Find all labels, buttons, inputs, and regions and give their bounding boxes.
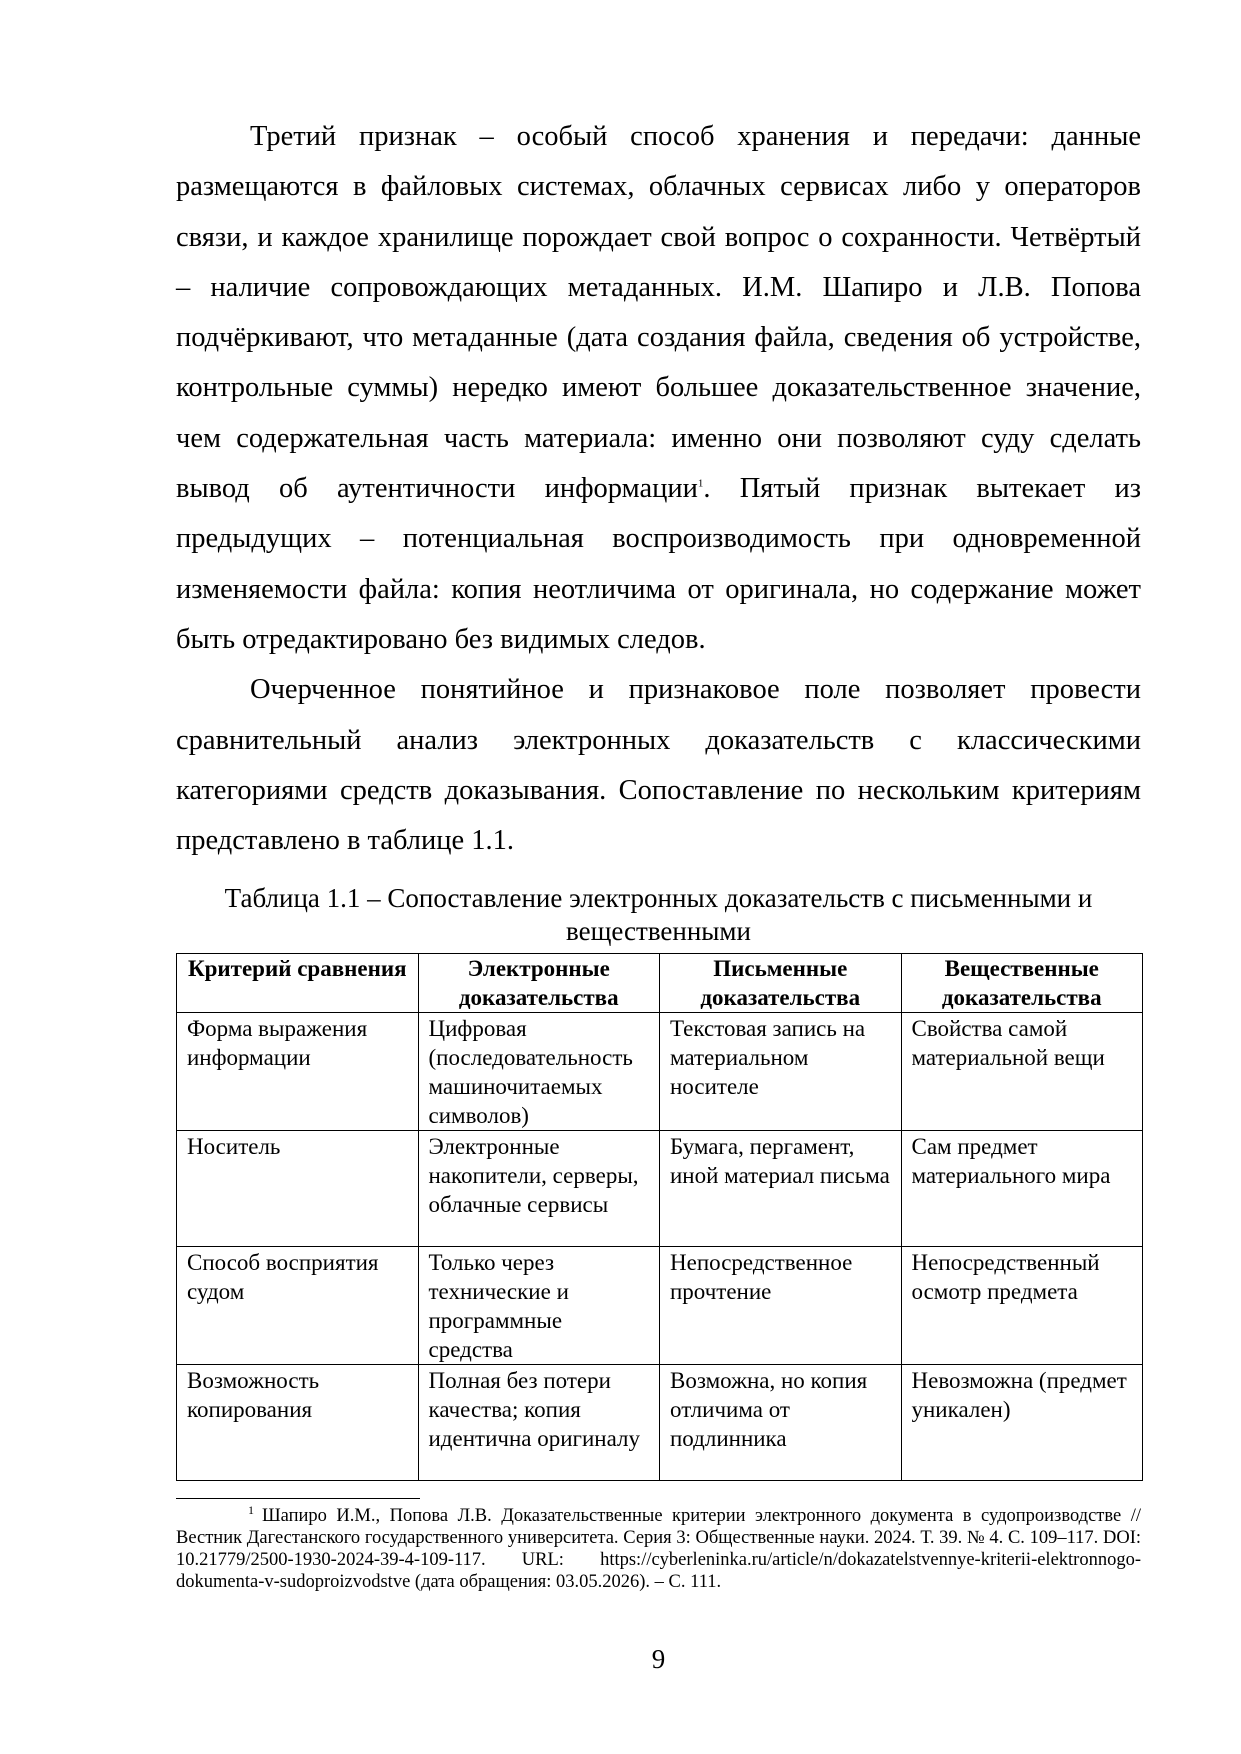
paragraph-1-text-a: Третий признак – особый способ хранения и передачи: данные размещаются в файловых системах, облачных сервисах либо у операторов связи, и каждое хранилище порождает свой вопрос о сохранности. Четвёртый – наличие сопровождающих метаданных. И.М. Шапиро и Л.В. Попова подчёркивают, что метаданные (дата создания файла, сведения об устройстве, контрольные суммы) нередко имеют большее доказательственное значение, чем содержательная часть материала: именно они позволяют суду сделать вывод об аутентичности информации xyxy=(176,121,1141,505)
table-cell: Невозможна (предмет уникален) xyxy=(901,1365,1143,1481)
table-cell: Свойства самой материальной вещи xyxy=(901,1013,1143,1131)
table-cell: Текстовая запись на материальном носителе xyxy=(660,1013,902,1131)
paragraph-2: Очерченное понятийное и признаковое поле позволяет провести сравнительный анализ электронных доказательств с классическими категориями средств доказывания. Сопоставление по нескольким критериям представлено в таблице 1.1. xyxy=(176,674,1141,857)
table-cell: Возможна, но копия отличима от подлинника xyxy=(660,1365,902,1481)
page-number: 9 xyxy=(651,1644,666,1674)
comparison-table xyxy=(176,953,1143,1481)
table-caption: Таблица 1.1 – Сопоставление электронных доказательств с письменными и вещественными xyxy=(224,883,1093,946)
table-row xyxy=(177,1131,1143,1247)
footnote-separator xyxy=(176,1498,420,1499)
table-row xyxy=(177,1013,1143,1131)
table-cell: Способ восприятия судом xyxy=(177,1247,419,1365)
paragraph-1-text-b: . Пятый признак вытекает из предыдущих – потенциальная воспроизводимость при одновременной изменяемости файла: копия неотличима от оригинала, но содержание может быть отредактировано без видимых следов. xyxy=(176,473,1141,655)
footnote-mark: 1 xyxy=(248,1502,254,1517)
table-cell: Цифровая (последовательность машиночитаемых символов) xyxy=(418,1013,660,1131)
body-text xyxy=(176,112,1141,866)
table-cell: Носитель xyxy=(177,1131,419,1247)
paragraph-1 xyxy=(176,112,1141,665)
table-cell: Электронные накопители, серверы, облачные сервисы xyxy=(418,1131,660,1247)
column-header: Письменные доказательства xyxy=(660,954,902,1013)
table-row xyxy=(177,1365,1143,1481)
table-cell: Форма выражения информации xyxy=(177,1013,419,1131)
table-cell: Только через технические и программные средства xyxy=(418,1247,660,1365)
table-cell: Возможность копирования xyxy=(177,1365,419,1481)
table-cell: Сам предмет материального мира xyxy=(901,1131,1143,1247)
column-header: Вещественные доказательства xyxy=(901,954,1143,1013)
footnote xyxy=(176,1502,1141,1593)
table-cell: Непосредственное прочтение xyxy=(660,1247,902,1365)
footnote-reference[interactable]: 1 xyxy=(697,477,704,490)
table-row xyxy=(177,1247,1143,1365)
column-header: Критерий сравнения xyxy=(177,954,419,1013)
table-cell: Бумага, пергамент, иной материал письма xyxy=(660,1131,902,1247)
table-cell: Непосредственный осмотр предмета xyxy=(901,1247,1143,1365)
footnote-text: Шапиро И.М., Попова Л.В. Доказательственные критерии электронного документа в судопроизводстве // Вестник Дагестанского государственного университета. Серия 3: Общественные науки. 2024. Т. 39. № 4. С. 109–117. DOI: 10.21779/2500-1930-2024-39-4-109-117. URL: https://cyberleninka.ru/article/n/dokazatelstvennye-kriterii-elektronnogo-dokumenta-v-sudoproizvodstve (дата обращения: 03.05.2026). – С. 111. xyxy=(176,1506,1141,1592)
column-header: Электронные доказательства xyxy=(418,954,660,1013)
table-cell: Полная без потери качества; копия идентична оригиналу xyxy=(418,1365,660,1481)
table-header-row xyxy=(177,954,1143,1013)
